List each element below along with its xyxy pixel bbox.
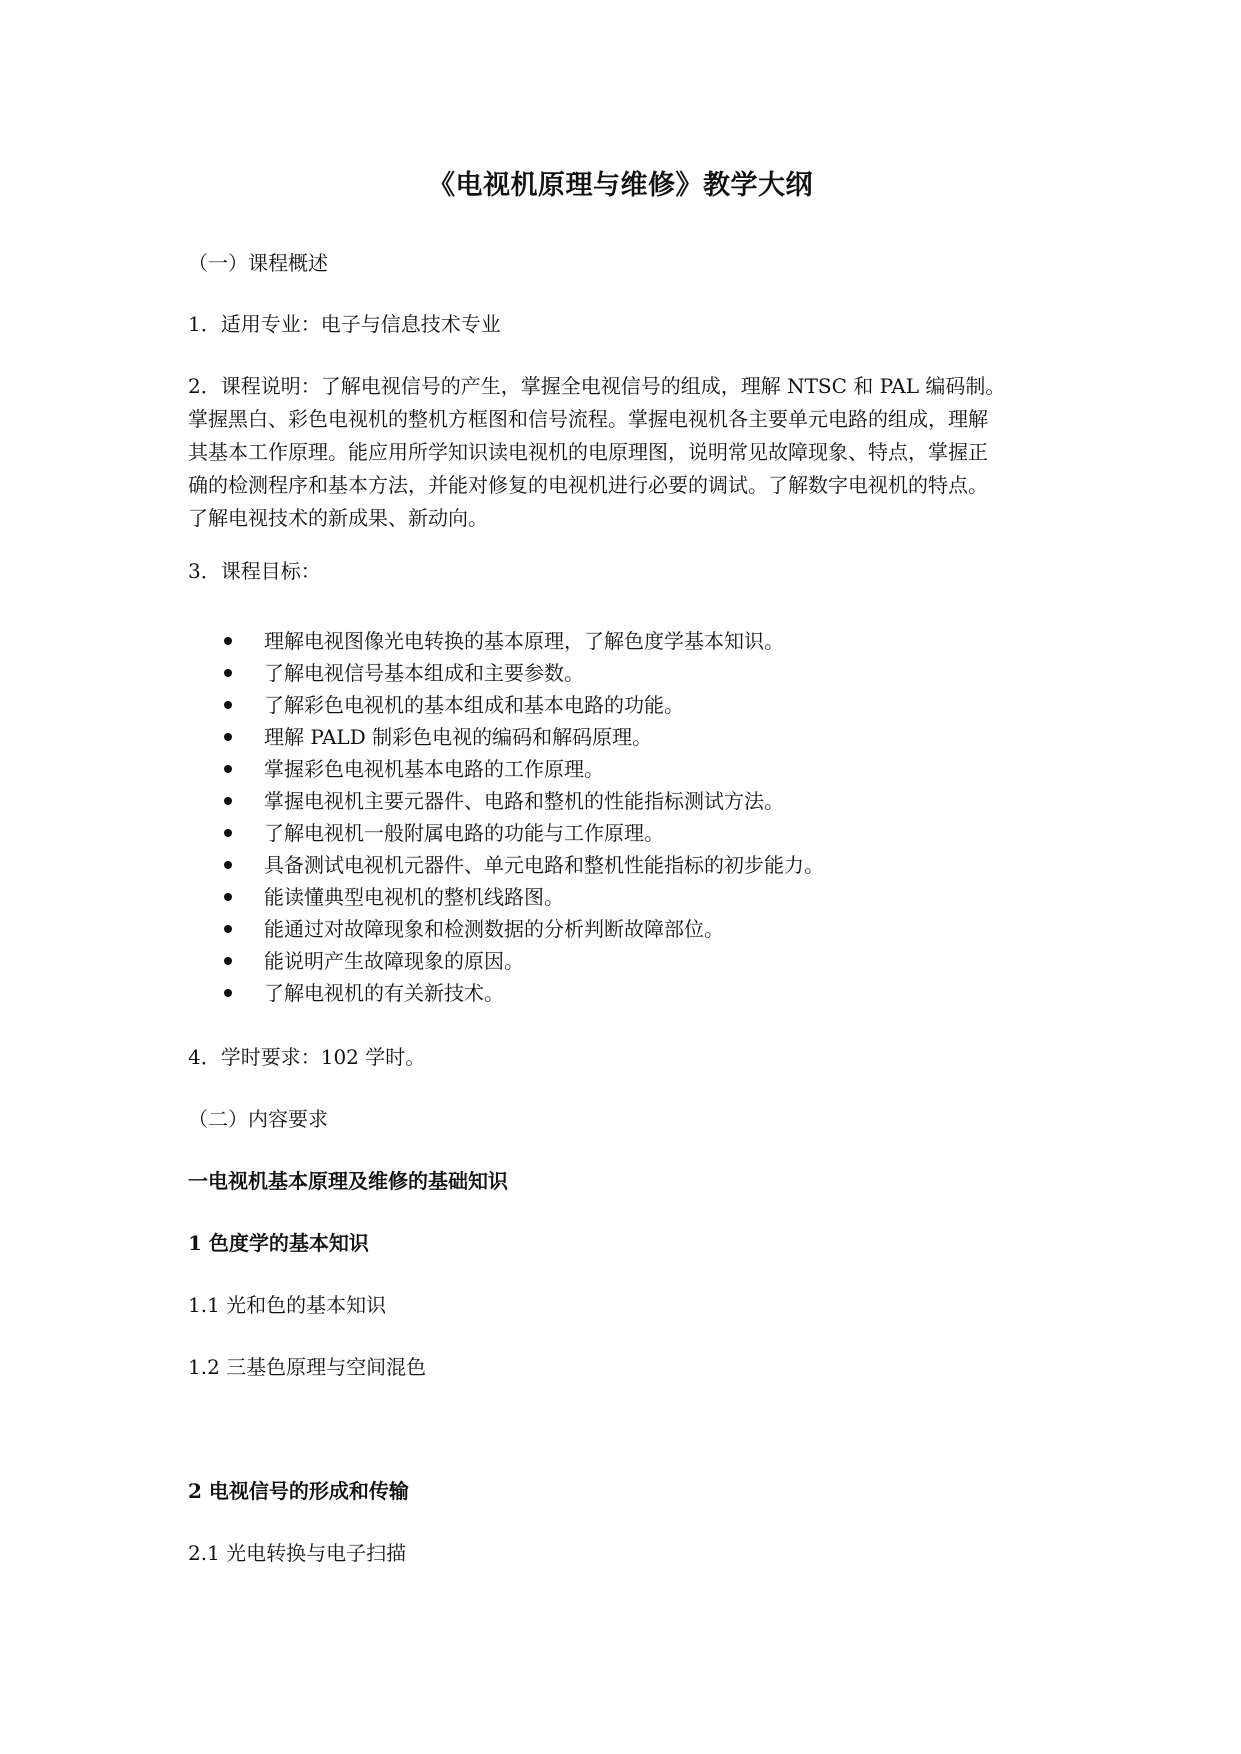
bullet-icon — [224, 669, 232, 677]
goal-text: 理解电视图像光电转换的基本原理，了解色度学基本知识。 — [264, 629, 784, 653]
goal-text: 了解彩色电视机的基本组成和基本电路的功能。 — [264, 693, 684, 717]
goal-text: 能读懂典型电视机的整机线路图。 — [264, 885, 564, 909]
goal-text: 了解电视信号基本组成和主要参数。 — [264, 661, 584, 685]
section-heading-content: （二）内容要求 — [188, 1107, 328, 1131]
subtopic: 2.1 光电转换与电子扫描 — [188, 1541, 407, 1565]
course-description-line: 确的检测程序和基本方法，并能对修复的电视机进行必要的调试。了解数字电视机的特点。 — [188, 473, 988, 497]
document-title: 《电视机原理与维修》教学大纲 — [428, 170, 813, 201]
goal-text: 能通过对故障现象和检测数据的分析判断故障部位。 — [264, 917, 724, 941]
bullet-icon — [224, 733, 232, 741]
topic-heading: 1 色度学的基本知识 — [188, 1231, 369, 1255]
class-hours: 4．学时要求：102 学时。 — [188, 1045, 426, 1069]
goal-text: 了解电视机一般附属电路的功能与工作原理。 — [264, 821, 664, 845]
topic-heading: 2 电视信号的形成和传输 — [188, 1479, 409, 1503]
bullet-icon — [224, 893, 232, 901]
section-heading-overview: （一）课程概述 — [188, 251, 328, 275]
course-goals-heading: 3．课程目标： — [188, 559, 321, 583]
course-description-line: 掌握黑白、彩色电视机的整机方框图和信号流程。掌握电视机各主要单元电路的组成，理解 — [188, 407, 988, 431]
goal-text: 能说明产生故障现象的原因。 — [264, 949, 524, 973]
bullet-icon — [224, 765, 232, 773]
bullet-icon — [224, 861, 232, 869]
goal-text: 具备测试电视机元器件、单元电路和整机性能指标的初步能力。 — [264, 853, 824, 877]
bullet-icon — [224, 989, 232, 997]
bullet-icon — [224, 925, 232, 933]
bullet-icon — [224, 701, 232, 709]
goal-text: 掌握电视机主要元器件、电路和整机的性能指标测试方法。 — [264, 789, 784, 813]
bullet-icon — [224, 797, 232, 805]
course-description-line: 了解电视技术的新成果、新动向。 — [188, 506, 488, 530]
goal-text: 掌握彩色电视机基本电路的工作原理。 — [264, 757, 604, 781]
applicable-major: 1．适用专业：电子与信息技术专业 — [188, 312, 501, 336]
bullet-icon — [224, 957, 232, 965]
bullet-icon — [224, 637, 232, 645]
course-description-line: 2．课程说明：了解电视信号的产生，掌握全电视信号的组成，理解 NTSC 和 PAL 编码制。 — [188, 374, 1006, 398]
chapter-heading: 一电视机基本原理及维修的基础知识 — [188, 1169, 508, 1193]
subtopic: 1.1 光和色的基本知识 — [188, 1293, 387, 1317]
course-description — [188, 370, 1054, 535]
goal-text: 了解电视机的有关新技术。 — [264, 981, 504, 1005]
course-description-line: 其基本工作原理。能应用所学知识读电视机的电原理图，说明常见故障现象、特点，掌握正 — [188, 440, 988, 464]
goal-text: 理解 PALD 制彩色电视的编码和解码原理。 — [264, 725, 653, 749]
subtopic: 1.2 三基色原理与空间混色 — [188, 1355, 427, 1379]
bullet-icon — [224, 829, 232, 837]
